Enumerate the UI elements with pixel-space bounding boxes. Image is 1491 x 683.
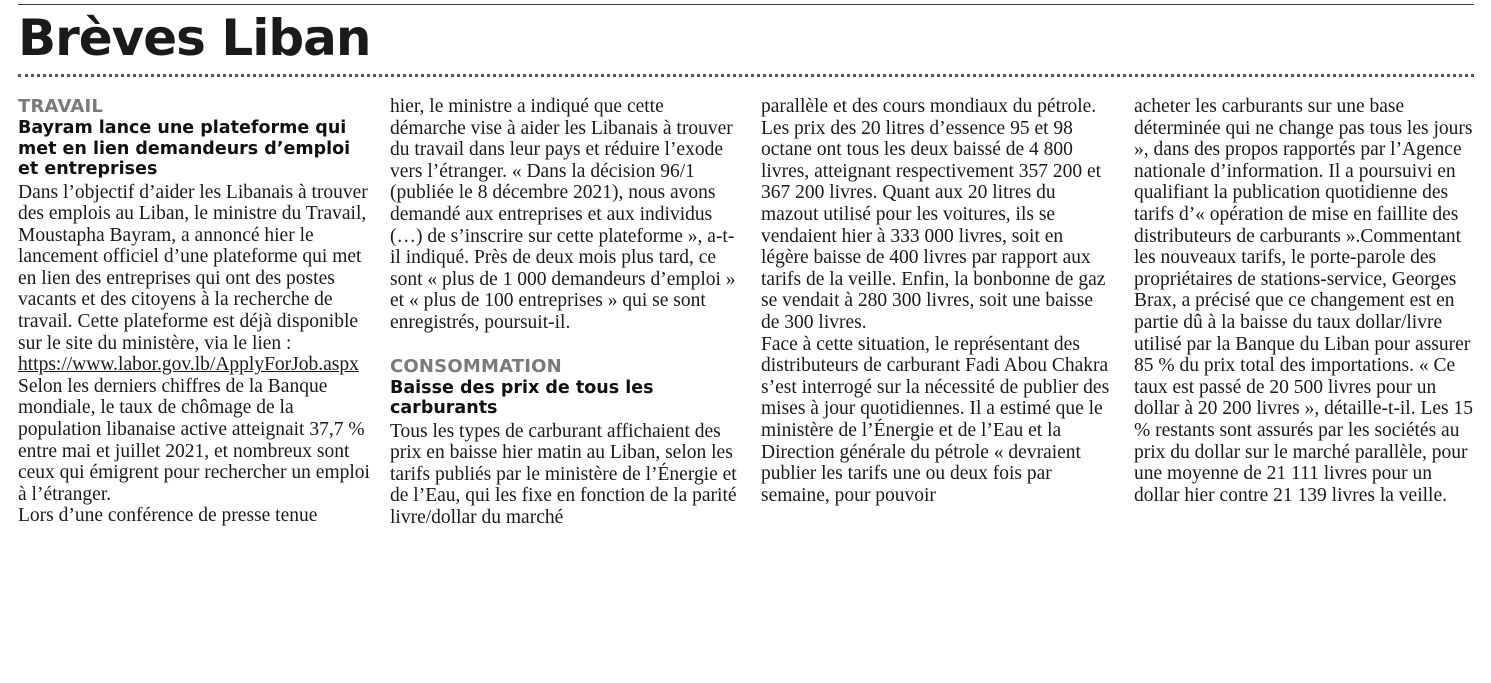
article-travail-paragraph-1 — [18, 182, 372, 376]
headline-travail: Bayram lance une plateforme qui met en lien demandeurs d’emploi et entreprises — [18, 118, 351, 179]
section-label-travail: TRAVAIL — [18, 96, 104, 117]
article-travail-paragraph-3-continued: hier, le ministre a indiqué que cette démarche vise à aider les Libanais à trouver du travail dans leur pays et réduire l’exode vers l’étranger. « Dans la décision 96/1 (publiée le 8 décembre 2021), nous avons demandé aux entreprises et aux individus (…) de s’inscrire sur cette plateforme », a-t-il indiqué. Près de deux mois plus tard, ce sont « plus de 1 000 demandeurs d’emploi » et « plus de 100 entreprises » qui se sont enregistrés, poursuit-il. — [390, 96, 736, 333]
article-consommation-paragraph-1-continued: parallèle et des cours mondiaux du pétrole. — [761, 96, 1097, 117]
article-text: Dans l’objectif d’aider les Libanais à trouver des emplois au Liban, le ministre du Travail, Moustapha Bayram, a annoncé hier le lancement officiel d’une plateforme qui met en lien des entreprises qui ont des postes vacants et des citoyens à la recherche de travail. Cette plateforme est déjà disponible sur le site du ministère, via le lien : — [18, 181, 368, 354]
headline-consommation: Baisse des prix de tous les carburants — [390, 377, 654, 419]
column-3 — [761, 96, 1111, 506]
top-rule — [18, 4, 1474, 5]
article-travail-paragraph-2: Selon les derniers chiffres de la Banque mondiale, le taux de chômage de la population libanaise active atteignait 37,7 % entre mai et juillet 2021, et nombreux sont ceux qui émigrent pour rechercher un emploi à l’étranger. — [18, 375, 370, 505]
article-consommation-paragraph-3-continued: acheter les carburants sur une base déterminée qui ne change pas tous les jours », dans des propos rapportés par l’Agence nationale d’information. Il a poursuivi en qualifiant la publication quotidienne des tarifs d’« opération de mise en faillite des distributeurs de carburants ».Commentant les nouveaux tarifs, le porte-parole des propriétaires de stations-service, Georges Brax, a précisé que ce changement est en partie dû à la baisse du taux dollar/livre utilisé par la Banque du Liban pour assurer 85 % du prix total des importations. « Ce taux est passé de 20 500 livres pour un dollar à 20 200 livres », détaille-t-il. Les 15 % restants sont assurés par les sociétés au prix du dollar sur le marché parallèle, pour une moyenne de 21 111 livres pour un dollar hier contre 21 139 livres la veille. — [1134, 96, 1473, 506]
article-consommation-paragraph-2: Les prix des 20 litres d’essence 95 et 98 octane ont tous les deux baissé de 4 800 livres, atteignant respectivement 357 200 et 367 200 livres. Quant aux 20 litres du mazout utilisé pour les voitures, ils se vendaient hier à 333 000 livres, soit en légère baisse de 400 livres par rapport aux tarifs de la veille. Enfin, la bonbonne de gaz se vendait à 280 300 livres, soit une baisse de 300 livres. — [761, 117, 1106, 333]
article-consommation-paragraph-1-start: Tous les types de carburant affichaient des prix en baisse hier matin au Liban, selon les tarifs publiés par le ministère de l’Énergie et de l’Eau, qui les fixe en fonction de la parité livre/dollar du marché — [390, 420, 737, 528]
section-label-consommation: CONSOMMATION — [390, 355, 562, 377]
column-4 — [1134, 96, 1482, 506]
page-title: Brèves Liban — [18, 9, 371, 67]
article-consommation-paragraph-3-start: Face à cette situation, le représentant des distributeurs de carburant Fadi Abou Chakra s’est interrogé sur la nécessité de publier des mises à jour quotidiennes. Il a estimé que le ministère de l’Énergie et de l’Eau et la Direction générale du pétrole « devraient publier les tarifs une ou deux fois par semaine, pour pouvoir — [761, 333, 1110, 506]
article-separator — [390, 334, 740, 356]
labor-ministry-link[interactable]: https://www.labor.gov.lb/ApplyForJob.aspx — [18, 354, 359, 376]
column-2 — [390, 96, 740, 529]
title-dotted-rule — [18, 74, 1474, 77]
article-travail-paragraph-3-start: Lors d’une conférence de presse tenue — [18, 505, 318, 527]
column-1 — [18, 96, 372, 527]
